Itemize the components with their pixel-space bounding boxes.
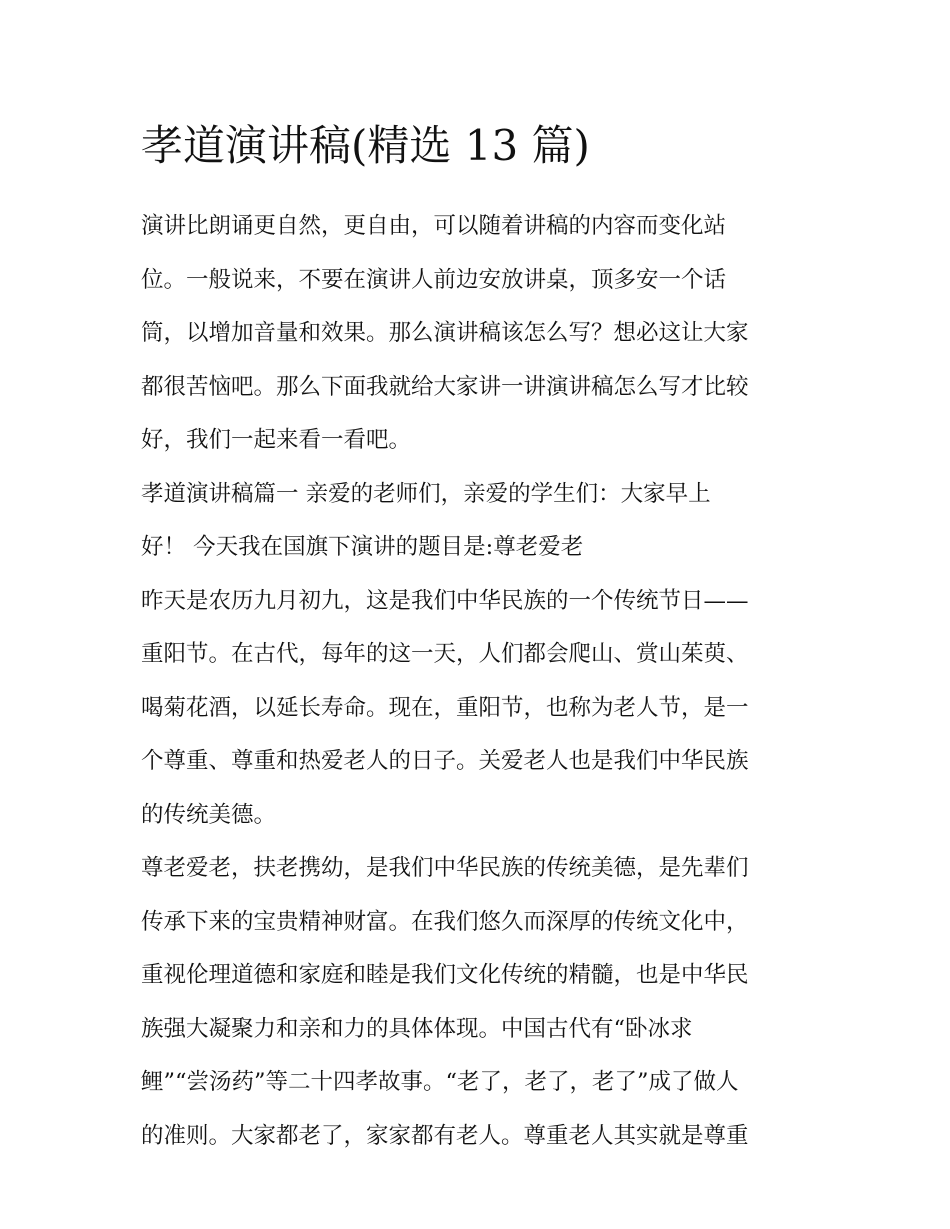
text-line: 的准则。大家都老了，家家都有老人。尊重老人其实就是尊重 <box>141 1122 749 1149</box>
text-line: 都很苦恼吧。那么下面我就给大家讲一讲演讲稿怎么写才比较 <box>141 373 749 400</box>
text-line: 昨天是农历九月初九，这是我们中华民族的一个传统节日—— <box>141 587 749 614</box>
text-line: 好，我们一起来看一看吧。 <box>141 427 412 453</box>
text-line: 族强大凝聚力和亲和力的具体体现。中国古代有“卧冰求 <box>141 1015 693 1042</box>
text-line: 鲤”“尝汤药”等二十四孝故事。“老了，老了，老了”成了做人 <box>141 1069 739 1095</box>
page-title: 孝道演讲稿(精选 13 篇) <box>141 121 590 170</box>
text-line: 孝道演讲稿篇一 亲爱的老师们，亲爱的学生们：大家早上 <box>141 480 711 507</box>
text-line: 演讲比朗诵更自然，更自由，可以随着讲稿的内容而变化站 <box>141 213 727 239</box>
document-body <box>141 200 812 1163</box>
text-line: 的传统美德。 <box>141 801 277 828</box>
text-line: 好！ 今天我在国旗下演讲的题目是:尊老爱老 <box>141 534 584 560</box>
text-line: 个尊重、尊重和热爱老人的日子。关爱老人也是我们中华民族 <box>141 748 749 774</box>
text-line: 重阳节。在古代，每年的这一天，人们都会爬山、赏山茱萸、 <box>141 641 749 667</box>
text-line: 喝菊花酒，以延长寿命。现在，重阳节，也称为老人节，是一 <box>141 694 749 721</box>
text-line: 筒，以增加音量和效果。那么演讲稿该怎么写？想必这让大家 <box>141 320 749 346</box>
text-line: 尊老爱老，扶老携幼，是我们中华民族的传统美德，是先辈们 <box>141 855 749 881</box>
text-line: 传承下来的宝贵精神财富。在我们悠久而深厚的传统文化中， <box>141 908 749 935</box>
text-line: 位。一般说来，不要在演讲人前边安放讲桌，顶多安一个话 <box>141 266 727 293</box>
text-line: 重视伦理道德和家庭和睦是我们文化传统的精髓，也是中华民 <box>141 962 749 988</box>
